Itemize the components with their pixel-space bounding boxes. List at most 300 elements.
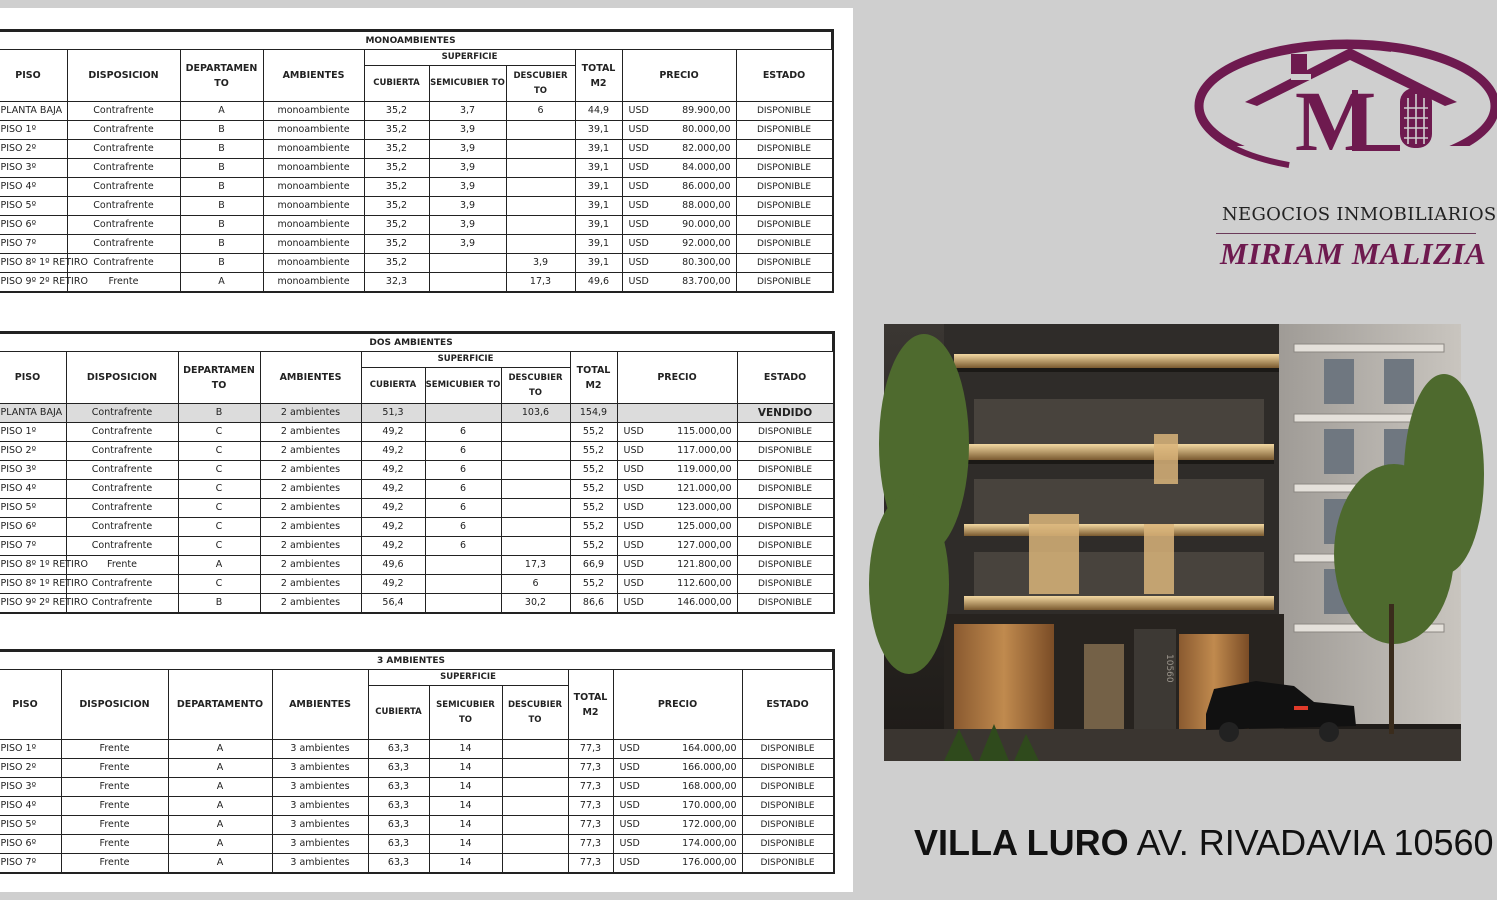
col-piso: PISO [0, 50, 67, 102]
brand-name: MIRIAM MALIZIA [1220, 236, 1487, 271]
cell-currency: USD [613, 778, 653, 797]
brand-tagline: NEGOCIOS INMOBILIARIOS [1222, 204, 1497, 225]
cell-precio: 121.000,00 [657, 480, 737, 499]
house-logo-icon [1195, 26, 1475, 186]
company-logo [1195, 26, 1475, 186]
cell-total-m2: 55,2 [570, 499, 617, 518]
cell-piso: PISO 5º [0, 499, 66, 518]
cell-descubierto: 17,3 [501, 556, 570, 575]
cell-semicubierto [425, 594, 501, 613]
cell-estado: DISPONIBLE [742, 797, 833, 816]
cell-ambientes: 2 ambientes [260, 499, 361, 518]
cell-currency: USD [622, 197, 662, 216]
col-superficie: SUPERFICIE [361, 352, 570, 368]
cell-precio: 80.300,00 [662, 254, 736, 273]
table-row [0, 797, 833, 816]
cell-precio: 88.000,00 [662, 197, 736, 216]
cell-currency: USD [622, 121, 662, 140]
cell-semicubierto: 14 [429, 759, 502, 778]
col-piso: PISO [0, 352, 66, 404]
cell-semicubierto: 3,9 [429, 121, 506, 140]
building-render-image [884, 324, 1461, 761]
cell-precio: 90.000,00 [662, 216, 736, 235]
cell-estado: DISPONIBLE [737, 518, 833, 537]
cell-currency: USD [622, 159, 662, 178]
cell-disposicion: Contrafrente [67, 216, 180, 235]
table-row [0, 273, 832, 292]
cell-precio: 84.000,00 [662, 159, 736, 178]
cell-currency: USD [622, 216, 662, 235]
cell-currency: USD [617, 537, 657, 556]
cell-cubierta: 63,3 [368, 797, 429, 816]
cell-disposicion: Contrafrente [66, 518, 178, 537]
table-row [0, 518, 833, 537]
cell-piso: PLANTA BAJA [0, 102, 67, 121]
cell-currency: USD [617, 594, 657, 613]
cell-cubierta: 49,2 [361, 575, 425, 594]
table-row [0, 197, 832, 216]
cell-precio: 121.800,00 [657, 556, 737, 575]
cell-total-m2: 39,1 [575, 235, 622, 254]
cell-cubierta: 49,2 [361, 518, 425, 537]
col-cubierta: CUBIERTA [368, 686, 429, 740]
cell-cubierta: 49,2 [361, 537, 425, 556]
col-total-m2: TOTAL M2 [568, 670, 613, 740]
cell-currency: USD [613, 740, 653, 759]
cell-disposicion: Contrafrente [66, 537, 178, 556]
table-row [0, 854, 833, 873]
cell-descubierto [506, 178, 575, 197]
cell-cubierta: 35,2 [364, 254, 429, 273]
cell-currency: USD [613, 854, 653, 873]
cell-currency: USD [617, 442, 657, 461]
cell-disposicion: Contrafrente [66, 575, 178, 594]
cell-piso: PISO 6º [0, 518, 66, 537]
cell-total-m2: 77,3 [568, 759, 613, 778]
cell-disposicion: Contrafrente [66, 461, 178, 480]
cell-disposicion: Contrafrente [67, 178, 180, 197]
cell-estado: DISPONIBLE [737, 537, 833, 556]
cell-ambientes: 2 ambientes [260, 537, 361, 556]
cell-precio: 119.000,00 [657, 461, 737, 480]
cell-total-m2: 39,1 [575, 197, 622, 216]
cell-piso: PISO 3º [0, 778, 61, 797]
cell-ambientes: 3 ambientes [272, 759, 368, 778]
cell-precio: 146.000,00 [657, 594, 737, 613]
cell-semicubierto: 14 [429, 835, 502, 854]
cell-ambientes: 2 ambientes [260, 575, 361, 594]
cell-cubierta: 35,2 [364, 197, 429, 216]
col-disposicion: DISPOSICION [66, 352, 178, 404]
cell-ambientes: monoambiente [263, 254, 364, 273]
cell-total-m2: 77,3 [568, 778, 613, 797]
cell-total-m2: 55,2 [570, 575, 617, 594]
monoambientes-table [0, 30, 833, 292]
cell-descubierto [501, 499, 570, 518]
price-sheet [0, 8, 853, 892]
col-departamento: DEPARTAMENTO [168, 670, 272, 740]
cell-cubierta: 35,2 [364, 159, 429, 178]
cell-currency: USD [622, 140, 662, 159]
cell-piso: PISO 2º [0, 759, 61, 778]
cell-ambientes: 2 ambientes [260, 518, 361, 537]
table-row [0, 740, 833, 759]
cell-descubierto [501, 480, 570, 499]
cell-piso: PISO 5º [0, 197, 67, 216]
building-number: 10560 [1164, 654, 1174, 683]
cell-ambientes: 3 ambientes [272, 854, 368, 873]
cell-precio: 80.000,00 [662, 121, 736, 140]
cell-disposicion: Frente [67, 273, 180, 292]
table-row [0, 499, 833, 518]
cell-estado: DISPONIBLE [736, 121, 832, 140]
cell-cubierta: 51,3 [361, 404, 425, 423]
cell-semicubierto: 6 [425, 518, 501, 537]
col-disposicion: DISPOSICION [61, 670, 168, 740]
col-descubierto: DESCUBIER TO [506, 66, 575, 102]
cell-semicubierto [425, 575, 501, 594]
cell-ambientes: 2 ambientes [260, 556, 361, 575]
cell-cubierta: 35,2 [364, 178, 429, 197]
cell-departamento: B [180, 216, 263, 235]
cell-total-m2: 49,6 [575, 273, 622, 292]
cell-piso: PISO 7º [0, 854, 61, 873]
cell-piso: PISO 1º [0, 423, 66, 442]
cell-piso: PISO 3º [0, 159, 67, 178]
cell-semicubierto: 3,9 [429, 216, 506, 235]
cell-cubierta: 35,2 [364, 102, 429, 121]
cell-estado: DISPONIBLE [736, 235, 832, 254]
cell-currency: USD [617, 461, 657, 480]
table-row [0, 759, 833, 778]
cell-ambientes: 3 ambientes [272, 778, 368, 797]
cell-cubierta: 49,6 [361, 556, 425, 575]
table-row [0, 235, 832, 254]
cell-semicubierto [425, 404, 501, 423]
cell-currency: USD [613, 816, 653, 835]
cell-descubierto [501, 442, 570, 461]
col-semicubierto: SEMICUBIER TO [425, 368, 501, 404]
cell-estado: DISPONIBLE [737, 499, 833, 518]
cell-disposicion: Contrafrente [67, 235, 180, 254]
property-address [914, 822, 1494, 864]
cell-currency: USD [617, 556, 657, 575]
cell-departamento: B [180, 235, 263, 254]
cell-precio: 166.000,00 [653, 759, 742, 778]
cell-piso: PISO 8º 1º RETIRO [0, 556, 66, 575]
cell-ambientes: 2 ambientes [260, 423, 361, 442]
cell-currency [617, 404, 657, 423]
cell-precio [657, 404, 737, 423]
col-descubierto: DESCUBIER TO [501, 368, 570, 404]
cell-piso: PISO 4º [0, 480, 66, 499]
col-precio: PRECIO [622, 50, 736, 102]
cell-total-m2: 77,3 [568, 816, 613, 835]
cell-semicubierto: 3,7 [429, 102, 506, 121]
cell-currency: USD [617, 518, 657, 537]
cell-departamento: A [168, 854, 272, 873]
cell-precio: 86.000,00 [662, 178, 736, 197]
cell-currency: USD [617, 480, 657, 499]
cell-disposicion: Frente [61, 778, 168, 797]
cell-departamento: B [180, 159, 263, 178]
col-semicubierto: SEMICUBIER TO [429, 66, 506, 102]
cell-cubierta: 35,2 [364, 235, 429, 254]
cell-disposicion: Contrafrente [67, 102, 180, 121]
cell-ambientes: 2 ambientes [260, 404, 361, 423]
street-label: AV. RIVADAVIA 10560 [1136, 822, 1494, 863]
cell-ambientes: monoambiente [263, 102, 364, 121]
cell-departamento: B [180, 254, 263, 273]
cell-semicubierto: 3,9 [429, 197, 506, 216]
cell-semicubierto: 6 [425, 442, 501, 461]
cell-disposicion: Contrafrente [67, 121, 180, 140]
cell-descubierto: 6 [501, 575, 570, 594]
cell-estado: DISPONIBLE [742, 854, 833, 873]
cell-precio: 127.000,00 [657, 537, 737, 556]
cell-precio: 112.600,00 [657, 575, 737, 594]
cell-descubierto [506, 159, 575, 178]
cell-descubierto [506, 121, 575, 140]
cell-piso: PISO 1º [0, 121, 67, 140]
cell-estado: DISPONIBLE [736, 254, 832, 273]
cell-departamento: C [178, 537, 260, 556]
cell-departamento: C [178, 575, 260, 594]
cell-descubierto [502, 854, 568, 873]
cell-precio: 172.000,00 [653, 816, 742, 835]
cell-cubierta: 49,2 [361, 461, 425, 480]
cell-precio: 125.000,00 [657, 518, 737, 537]
cell-ambientes: 3 ambientes [272, 816, 368, 835]
col-descubierto: DESCUBIER TO [502, 686, 568, 740]
cell-semicubierto: 14 [429, 797, 502, 816]
cell-departamento: A [168, 778, 272, 797]
cell-cubierta: 63,3 [368, 835, 429, 854]
cell-semicubierto [425, 556, 501, 575]
cell-ambientes: 2 ambientes [260, 480, 361, 499]
cell-descubierto [506, 197, 575, 216]
cell-departamento: B [180, 140, 263, 159]
cell-disposicion: Frente [61, 835, 168, 854]
cell-departamento: C [178, 461, 260, 480]
cell-disposicion: Contrafrente [66, 499, 178, 518]
cell-cubierta: 32,3 [364, 273, 429, 292]
cell-precio: 83.700,00 [662, 273, 736, 292]
cell-semicubierto: 14 [429, 778, 502, 797]
table-row [0, 178, 832, 197]
cell-descubierto [506, 216, 575, 235]
cell-semicubierto: 6 [425, 480, 501, 499]
cell-estado: DISPONIBLE [737, 461, 833, 480]
cell-piso: PISO 5º [0, 816, 61, 835]
cell-disposicion: Frente [66, 556, 178, 575]
cell-estado: DISPONIBLE [736, 273, 832, 292]
cell-ambientes: 3 ambientes [272, 835, 368, 854]
cell-cubierta: 63,3 [368, 740, 429, 759]
cell-semicubierto: 14 [429, 816, 502, 835]
col-superficie: SUPERFICIE [364, 50, 575, 66]
cell-currency: USD [622, 178, 662, 197]
cell-ambientes: monoambiente [263, 178, 364, 197]
cell-total-m2: 39,1 [575, 178, 622, 197]
cell-cubierta: 35,2 [364, 121, 429, 140]
cell-semicubierto [429, 254, 506, 273]
cell-disposicion: Contrafrente [67, 254, 180, 273]
cell-departamento: A [168, 759, 272, 778]
cell-ambientes: monoambiente [263, 216, 364, 235]
table-row [0, 556, 833, 575]
col-estado: ESTADO [737, 352, 833, 404]
cell-departamento: B [178, 594, 260, 613]
table-row [0, 816, 833, 835]
cell-currency: USD [613, 835, 653, 854]
cell-cubierta: 56,4 [361, 594, 425, 613]
cell-estado: DISPONIBLE [737, 442, 833, 461]
cell-total-m2: 154,9 [570, 404, 617, 423]
table-row [0, 216, 832, 235]
cell-ambientes: 2 ambientes [260, 461, 361, 480]
cell-disposicion: Contrafrente [67, 140, 180, 159]
cell-descubierto [501, 518, 570, 537]
cell-total-m2: 77,3 [568, 797, 613, 816]
col-cubierta: CUBIERTA [364, 66, 429, 102]
cell-descubierto [502, 797, 568, 816]
cell-estado: DISPONIBLE [737, 556, 833, 575]
table-row [0, 461, 833, 480]
cell-total-m2: 55,2 [570, 461, 617, 480]
table-row [0, 537, 833, 556]
cell-total-m2: 77,3 [568, 835, 613, 854]
cell-total-m2: 44,9 [575, 102, 622, 121]
col-estado: ESTADO [736, 50, 832, 102]
cell-estado: DISPONIBLE [742, 759, 833, 778]
cell-estado: VENDIDO [737, 404, 833, 423]
cell-semicubierto: 6 [425, 537, 501, 556]
cell-estado: DISPONIBLE [742, 778, 833, 797]
cell-cubierta: 35,2 [364, 216, 429, 235]
cell-cubierta: 35,2 [364, 140, 429, 159]
cell-estado: DISPONIBLE [737, 480, 833, 499]
cell-departamento: A [178, 556, 260, 575]
cell-departamento: C [178, 499, 260, 518]
cell-piso: PISO 9º 2º RETIRO [0, 273, 67, 292]
cell-piso: PISO 1º [0, 740, 61, 759]
col-ambientes: AMBIENTES [260, 352, 361, 404]
cell-cubierta: 63,3 [368, 816, 429, 835]
cell-cubierta: 49,2 [361, 480, 425, 499]
cell-estado: DISPONIBLE [742, 740, 833, 759]
cell-currency: USD [617, 423, 657, 442]
cell-ambientes: 3 ambientes [272, 797, 368, 816]
cell-disposicion: Contrafrente [66, 480, 178, 499]
cell-total-m2: 39,1 [575, 254, 622, 273]
cell-precio: 170.000,00 [653, 797, 742, 816]
cell-ambientes: 2 ambientes [260, 594, 361, 613]
cell-piso: PISO 6º [0, 216, 67, 235]
cell-total-m2: 39,1 [575, 140, 622, 159]
table-row [0, 575, 833, 594]
cell-departamento: B [180, 197, 263, 216]
brand-divider [1216, 233, 1476, 234]
cell-currency: USD [622, 102, 662, 121]
cell-disposicion: Contrafrente [66, 404, 178, 423]
cell-total-m2: 39,1 [575, 216, 622, 235]
cell-disposicion: Frente [61, 759, 168, 778]
dos-ambientes-table [0, 332, 834, 613]
cell-estado: DISPONIBLE [736, 178, 832, 197]
cell-piso: PISO 8º 1º RETIRO [0, 575, 66, 594]
cell-departamento: A [168, 835, 272, 854]
cell-currency: USD [622, 254, 662, 273]
cell-estado: DISPONIBLE [736, 140, 832, 159]
cell-ambientes: monoambiente [263, 140, 364, 159]
cell-currency: USD [622, 273, 662, 292]
cell-departamento: C [178, 442, 260, 461]
cell-disposicion: Contrafrente [66, 594, 178, 613]
table-row [0, 102, 832, 121]
cell-total-m2: 77,3 [568, 740, 613, 759]
cell-total-m2: 55,2 [570, 480, 617, 499]
cell-semicubierto: 3,9 [429, 178, 506, 197]
cell-piso: PISO 9º 2º RETIRO [0, 594, 66, 613]
cell-descubierto [502, 759, 568, 778]
table-row [0, 480, 833, 499]
col-estado: ESTADO [742, 670, 833, 740]
cell-cubierta: 63,3 [368, 778, 429, 797]
cell-descubierto [501, 537, 570, 556]
cell-departamento: A [168, 797, 272, 816]
col-piso: PISO [0, 670, 61, 740]
cell-semicubierto: 6 [425, 423, 501, 442]
cell-cubierta: 63,3 [368, 759, 429, 778]
cell-total-m2: 55,2 [570, 442, 617, 461]
cell-descubierto [502, 740, 568, 759]
cell-total-m2: 39,1 [575, 159, 622, 178]
cell-currency: USD [613, 797, 653, 816]
cell-ambientes: 3 ambientes [272, 740, 368, 759]
cell-precio: 174.000,00 [653, 835, 742, 854]
col-disposicion: DISPOSICION [67, 50, 180, 102]
cell-estado: DISPONIBLE [736, 159, 832, 178]
cell-piso: PISO 6º [0, 835, 61, 854]
table-title: DOS AMBIENTES [0, 333, 833, 352]
cell-precio: 115.000,00 [657, 423, 737, 442]
col-total-m2: TOTAL M2 [570, 352, 617, 404]
cell-semicubierto: 3,9 [429, 159, 506, 178]
table-row [0, 778, 833, 797]
cell-estado: DISPONIBLE [742, 816, 833, 835]
col-precio: PRECIO [617, 352, 737, 404]
cell-disposicion: Frente [61, 797, 168, 816]
col-precio: PRECIO [613, 670, 742, 740]
col-superficie: SUPERFICIE [368, 670, 568, 686]
cell-precio: 164.000,00 [653, 740, 742, 759]
cell-total-m2: 86,6 [570, 594, 617, 613]
cell-precio: 89.900,00 [662, 102, 736, 121]
cell-currency: USD [617, 575, 657, 594]
cell-piso: PISO 2º [0, 140, 67, 159]
cell-precio: 82.000,00 [662, 140, 736, 159]
table-row [0, 442, 833, 461]
cell-total-m2: 55,2 [570, 518, 617, 537]
cell-precio: 117.000,00 [657, 442, 737, 461]
cell-semicubierto: 14 [429, 854, 502, 873]
table-row [0, 594, 833, 613]
table-row [0, 835, 833, 854]
cell-semicubierto: 3,9 [429, 140, 506, 159]
table-row [0, 423, 833, 442]
cell-piso: PISO 3º [0, 461, 66, 480]
